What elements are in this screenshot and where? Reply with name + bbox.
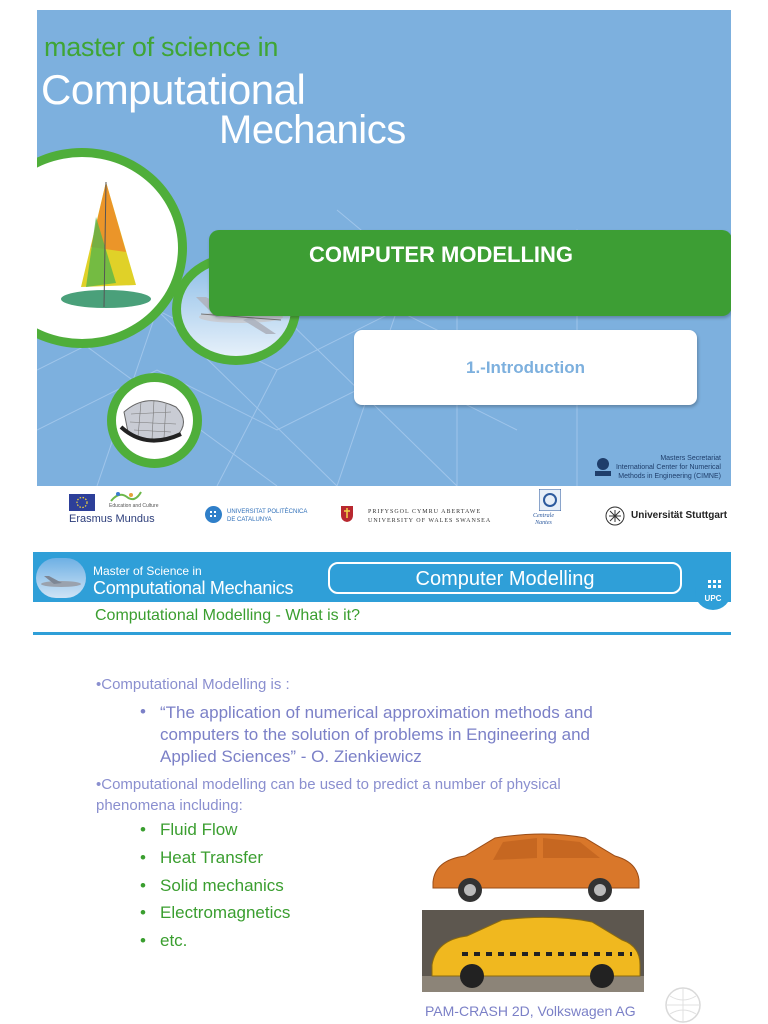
crash-test-photo — [422, 910, 644, 992]
course-pill — [328, 562, 682, 594]
header-plane-image — [36, 558, 86, 598]
crashed-car-image — [425, 830, 645, 905]
globe-watermark-icon — [664, 986, 702, 1024]
header-program-small: Master of Science in — [93, 564, 202, 578]
partner-logos — [37, 486, 731, 536]
nantes-line: Centrale — [533, 513, 554, 519]
list-item — [140, 876, 290, 903]
list-item-label: Fluid Flow — [160, 820, 238, 839]
course-banner — [209, 230, 731, 316]
program-line1: master of science in — [44, 32, 279, 62]
program-line3: Mechanics — [219, 108, 406, 152]
image-caption: PAM-CRASH 2D, Volkswagen AG — [425, 1003, 636, 1019]
program-line2: Computational — [41, 66, 306, 113]
orange-car-icon — [425, 830, 645, 905]
list-bullet: • — [140, 876, 146, 895]
predict-line — [96, 774, 561, 816]
nantes-line: Nantes — [535, 520, 552, 526]
sailboat-icon — [37, 157, 178, 339]
slide2-header — [33, 552, 731, 632]
list-bullet: • — [140, 903, 146, 922]
phenomena-list — [140, 820, 290, 959]
shoe-icon — [116, 382, 193, 459]
swansea-crest-icon — [340, 505, 354, 523]
list-item-label: Electromagnetics — [160, 903, 291, 922]
section-title: Computational Modelling - What is it? — [95, 607, 361, 624]
shoe-mesh-image — [107, 373, 202, 468]
swansea-name — [368, 508, 491, 526]
predict-line-2: phenomena including: — [96, 797, 243, 814]
list-item — [140, 931, 290, 959]
list-bullet: • — [140, 931, 146, 950]
list-item — [140, 903, 290, 931]
upc-line: DE CATALUNYA — [227, 517, 272, 523]
secretariat-line: International Center for Numerical — [615, 464, 721, 471]
list-bullet: • — [140, 848, 146, 867]
centrale-nantes-name — [533, 513, 554, 527]
upc-logo-icon — [205, 506, 222, 523]
lecture-box — [354, 330, 697, 405]
plane-icon — [36, 558, 86, 598]
title-slide — [37, 10, 731, 486]
stuttgart-name: Universität Stuttgart — [631, 510, 728, 521]
upc-badge — [695, 574, 731, 610]
centrale-nantes-icon — [539, 489, 561, 511]
predict-line-1: •Computational modelling can be used to predict a number of physical — [96, 776, 561, 793]
secretariat-line: Masters Secretariat — [660, 455, 721, 462]
eu-flag-icon — [69, 494, 95, 511]
upc-line: UNIVERSITAT POLITÈCNICA — [227, 509, 308, 515]
lecture-title: 1.-Introduction — [466, 358, 585, 377]
course-title: COMPUTER MODELLING — [309, 242, 573, 267]
stuttgart-logo-icon — [605, 506, 625, 526]
list-item — [140, 820, 290, 848]
erasmus-label: Erasmus Mundus — [69, 513, 155, 525]
yellow-car-icon — [422, 910, 644, 992]
secretariat-note — [616, 454, 721, 481]
upc-name — [227, 508, 307, 524]
cimne-icon — [592, 456, 614, 478]
upc-badge-label: UPC — [704, 594, 722, 603]
secretariat-line: Methods in Engineering (CIMNE) — [618, 473, 721, 480]
list-item — [140, 848, 290, 876]
list-item-label: Solid mechanics — [160, 876, 284, 895]
list-item-label: etc. — [160, 931, 188, 950]
list-item-label: Heat Transfer — [160, 848, 263, 867]
education-culture-icon — [109, 489, 143, 503]
zienkiewicz-quote: “The application of numerical approximation methods and computers to the solution of problems in Engineering and Applied Sciences” - O. Zienkiewicz — [160, 703, 593, 766]
swansea-line: PRIFYSGOL CYMRU ABERTAWE — [368, 509, 482, 515]
list-bullet: • — [140, 820, 146, 839]
swansea-line: UNIVERSITY OF WALES SWANSEA — [368, 518, 492, 524]
quote-bullet: • — [140, 702, 146, 721]
upc-grid-icon — [695, 574, 731, 610]
course-pill-label: Computer Modelling — [415, 568, 595, 590]
intro-line: •Computational Modelling is : — [96, 676, 290, 693]
education-culture-label: Education and Culture — [109, 503, 159, 509]
header-program-big: Computational Mechanics — [93, 578, 294, 598]
